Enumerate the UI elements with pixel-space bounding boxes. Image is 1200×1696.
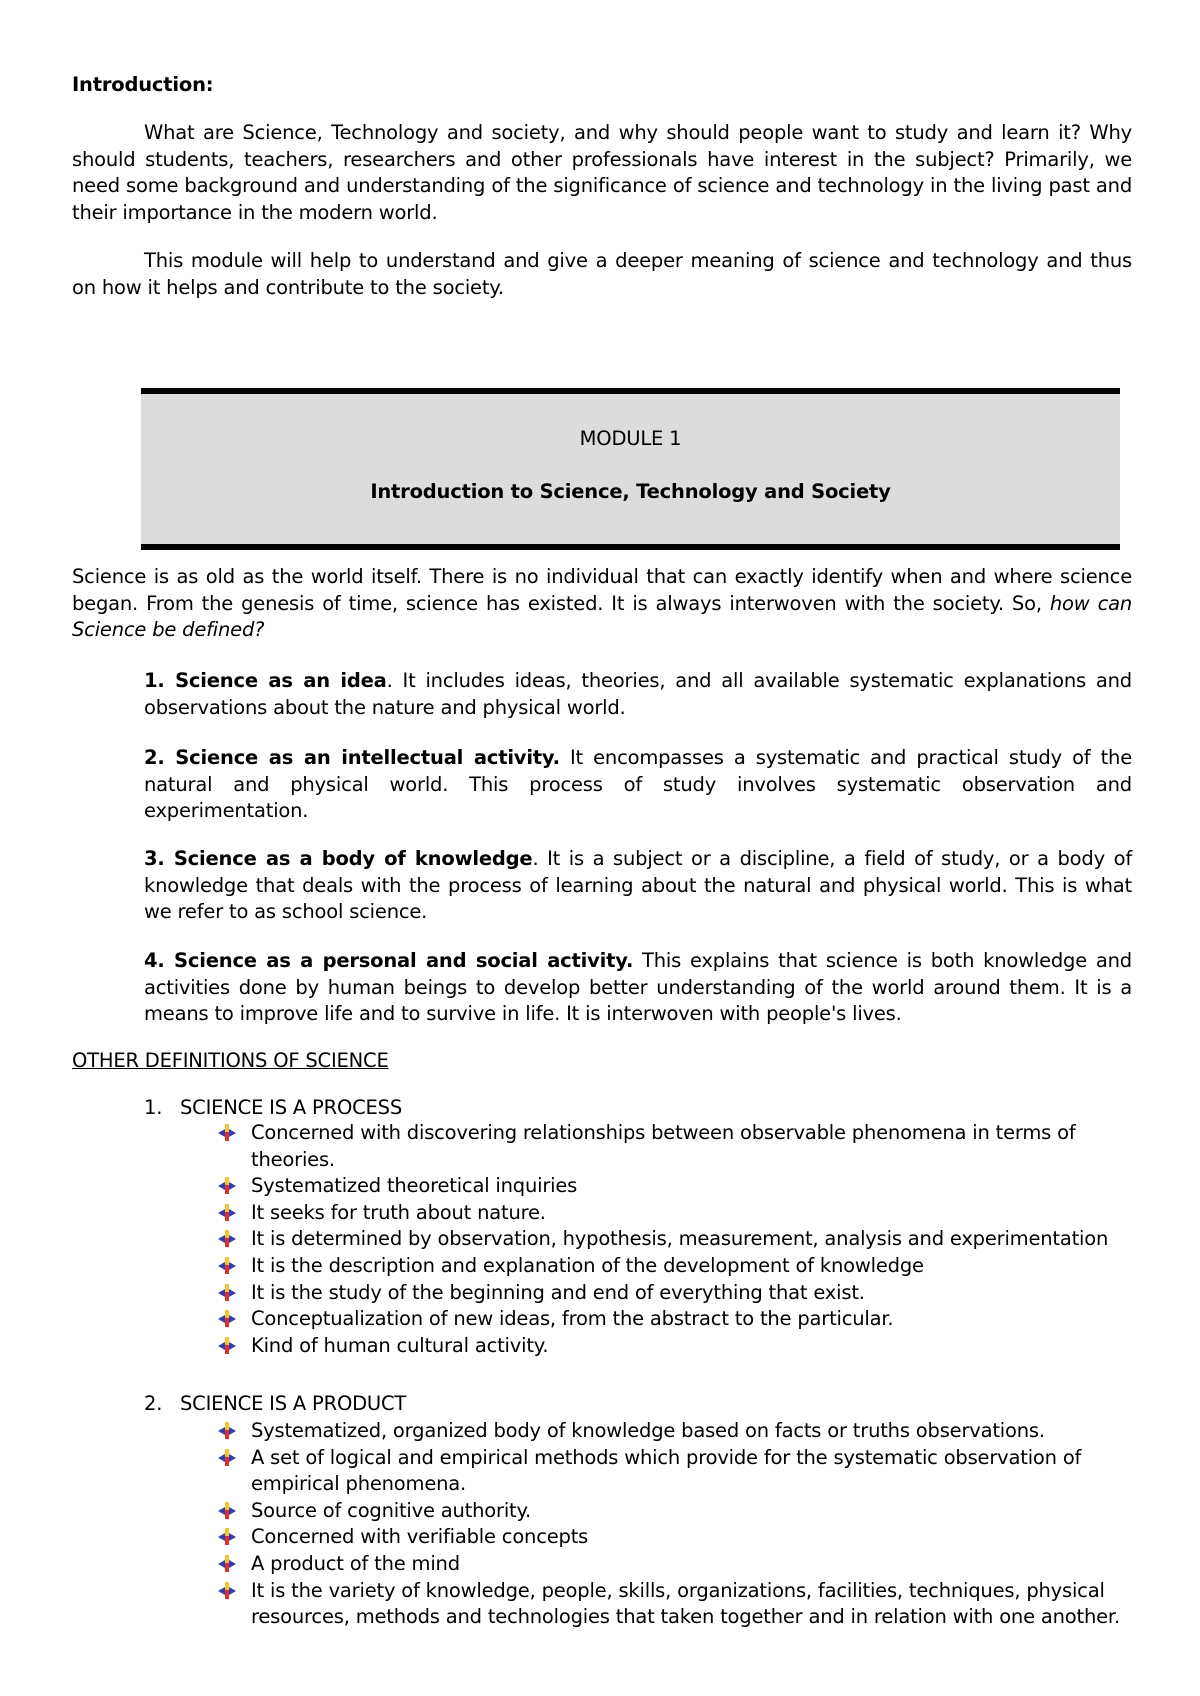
arrow-bullet-icon xyxy=(216,1337,238,1355)
arrow-bullet-icon xyxy=(216,1257,238,1275)
definition-label: 2. Science as an intellectual activity. xyxy=(144,746,560,769)
bullet-item xyxy=(216,1498,1132,1525)
definition-label: 4. Science as a personal and social activity. xyxy=(144,949,634,972)
bullet-item xyxy=(216,1173,1132,1200)
intro-paragraph-2: This module will help to understand and give a deeper meaning of science and technology and thus on how it helps and contribute to the society. xyxy=(72,249,1132,299)
definition-label: 3. Science as a body of knowledge xyxy=(144,847,533,870)
definition-1 xyxy=(144,668,1132,721)
arrow-bullet-icon xyxy=(216,1528,238,1546)
definition-text: It encompasses a systematic and practical study of the natural and physical world. This process of study involves systematic observation and experimentation. xyxy=(144,746,1133,822)
bullet-item xyxy=(216,1445,1132,1498)
bullet-item xyxy=(216,1120,1132,1173)
bullet-item xyxy=(216,1418,1132,1445)
bullet-text: It is the study of the beginning and end of everything that exist. xyxy=(251,1280,865,1304)
process-bullet-list xyxy=(216,1120,1132,1359)
bullet-item xyxy=(216,1253,1132,1280)
module-number: MODULE 1 xyxy=(579,427,682,450)
definition-text: . It includes ideas, theories, and all available systematic explanations and observations about the nature and physical world. xyxy=(144,669,1132,719)
bullet-item xyxy=(216,1226,1132,1253)
bullet-text: Systematized theoretical inquiries xyxy=(251,1174,578,1198)
bullet-text: Concerned with verifiable concepts xyxy=(251,1525,589,1549)
list-number: 2. xyxy=(144,1392,163,1415)
module-title: Introduction to Science, Technology and Society xyxy=(370,480,891,503)
arrow-bullet-icon xyxy=(216,1310,238,1328)
list-title-process xyxy=(144,1096,402,1119)
list-title-text: SCIENCE IS A PROCESS xyxy=(180,1096,403,1119)
arrow-bullet-icon xyxy=(216,1555,238,1573)
arrow-bullet-icon xyxy=(216,1204,238,1222)
bullet-text: A product of the mind xyxy=(251,1551,460,1575)
product-bullet-list xyxy=(216,1418,1132,1631)
other-definitions-heading: OTHER DEFINITIONS OF SCIENCE xyxy=(72,1049,389,1072)
bullet-item xyxy=(216,1551,1132,1578)
arrow-bullet-icon xyxy=(216,1284,238,1302)
arrow-bullet-icon xyxy=(216,1422,238,1440)
bullet-text: Kind of human cultural activity. xyxy=(251,1333,549,1357)
arrow-bullet-icon xyxy=(216,1582,238,1600)
arrow-bullet-icon xyxy=(216,1177,238,1195)
bullet-text: A set of logical and empirical methods which provide for the systematic observation of empirical phenomena. xyxy=(251,1445,1082,1496)
arrow-bullet-icon xyxy=(216,1449,238,1467)
science-intro-text: Science is as old as the world itself. There is no individual that can exactly identify when and where science began. From the genesis of time, science has existed. It is always interwoven with the society. So, xyxy=(72,565,1132,615)
arrow-bullet-icon xyxy=(216,1230,238,1248)
introduction-heading: Introduction: xyxy=(72,73,214,96)
bullet-text: It is the variety of knowledge, people, skills, organizations, facilities, techniques, physical resources, methods and technologies that taken together and in relation with one another. xyxy=(251,1578,1120,1629)
science-intro-question: how can Science be defined? xyxy=(72,591,1132,641)
definition-2 xyxy=(144,745,1132,825)
bullet-text: Conceptualization of new ideas, from the abstract to the particular. xyxy=(251,1307,894,1331)
definition-3 xyxy=(144,846,1132,926)
bullet-item xyxy=(216,1200,1132,1227)
arrow-bullet-icon xyxy=(216,1124,238,1142)
bullet-text: It is determined by observation, hypothesis, measurement, analysis and experimentation xyxy=(251,1227,1109,1251)
intro-paragraph-1: What are Science, Technology and society, and why should people want to study and learn it? Why should students, teachers, researchers and other professionals have interest in the subject? Primarily, we need some background and understanding of the significance of science and technology in the living past and their importance in the modern world. xyxy=(72,121,1132,224)
definition-text: . It is a subject or a discipline, a field of study, or a body of knowledge that deals with the process of learning about the natural and physical world. This is what we refer to as school science. xyxy=(144,847,1132,923)
bullet-text: It is the description and explanation of the development of knowledge xyxy=(251,1253,924,1277)
definition-text: This explains that science is both knowledge and activities done by human beings to develop better understanding of the world around them. It is a means to improve life and to survive in life. It is interwoven with people's lives. xyxy=(144,949,1132,1025)
list-title-text: SCIENCE IS A PRODUCT xyxy=(180,1392,407,1415)
bullet-item xyxy=(216,1524,1132,1551)
definition-4 xyxy=(144,948,1132,1028)
bullet-text: Systematized, organized body of knowledge based on facts or truths observations. xyxy=(251,1419,1045,1442)
bullet-item xyxy=(216,1280,1132,1307)
bullet-text: It seeks for truth about nature. xyxy=(251,1200,546,1224)
list-title-product xyxy=(144,1392,406,1415)
definition-label: 1. Science as an idea xyxy=(144,669,387,692)
arrow-bullet-icon xyxy=(216,1502,238,1520)
list-number: 1. xyxy=(144,1096,163,1119)
science-intro-paragraph xyxy=(72,564,1132,644)
bullet-item xyxy=(216,1333,1132,1360)
bullet-item xyxy=(216,1578,1132,1631)
bullet-text: Source of cognitive authority. xyxy=(251,1498,532,1522)
bullet-item xyxy=(216,1306,1132,1333)
module-banner xyxy=(141,388,1120,550)
bullet-text: Concerned with discovering relationships between observable phenomena in terms of theories. xyxy=(251,1121,1076,1171)
